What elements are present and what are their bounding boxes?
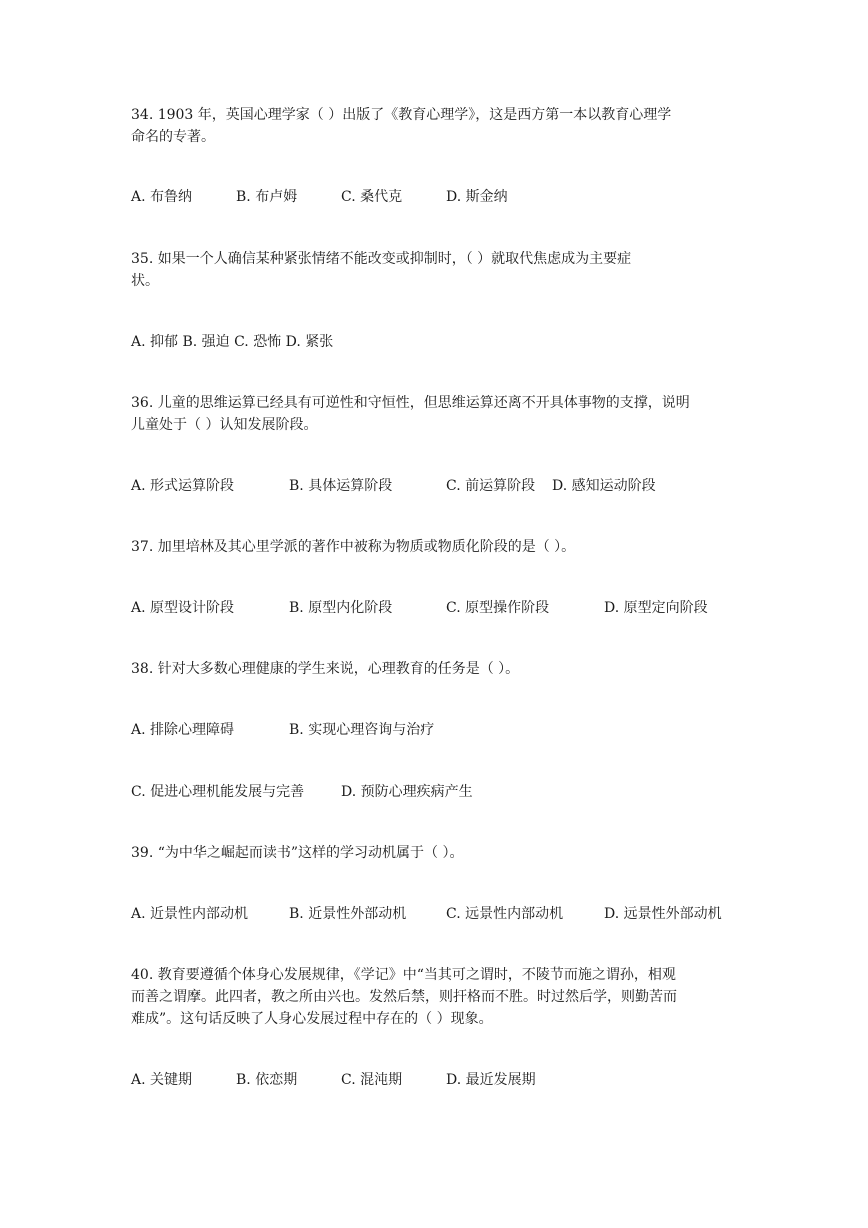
- question-40-option-a: A. 关键期: [131, 1072, 193, 1088]
- question-35-options: A. 抑郁 B. 强迫 C. 恐怖 D. 紧张: [131, 334, 334, 350]
- question-39-stem: 39. “为中华之崛起而读书”这样的学习动机属于（ ）。: [131, 845, 464, 861]
- question-35-stem-line-1: 35. 如果一个人确信某种紧张情绪不能改变或抑制时，（ ）就取代焦虑成为主要症: [131, 251, 632, 267]
- question-36-stem-line-2: 儿童处于（ ）认知发展阶段。: [131, 417, 318, 433]
- question-34-option-d: D. 斯金纳: [446, 189, 508, 205]
- question-36-option-b: B. 具体运算阶段: [289, 478, 393, 494]
- question-38-option-d: D. 预防心理疾病产生: [341, 784, 473, 800]
- question-39-option-a: A. 近景性内部动机: [131, 906, 249, 922]
- question-34-option-c: C. 桑代克: [341, 189, 403, 205]
- question-37-option-c: C. 原型操作阶段: [446, 600, 550, 616]
- question-37-stem: 37. 加里培林及其心里学派的著作中被称为物质或物质化阶段的是（ ）。: [131, 539, 576, 555]
- question-40-option-b: B. 依恋期: [236, 1072, 298, 1088]
- question-36-stem-line-1: 36. 儿童的思维运算已经具有可逆性和守恒性，但思维运算还离不开具体事物的支撑，说明: [131, 395, 690, 411]
- question-34-option-a: A. 布鲁纳: [131, 189, 193, 205]
- question-40-stem-line-3: 难成”。这句话反映了人身心发展过程中存在的（ ）现象。: [131, 1011, 493, 1027]
- question-40-stem-line-1: 40. 教育要遵循个体身心发展规律，《学记》中“当其可之谓时，不陵节而施之谓孙，相观: [131, 967, 676, 983]
- question-37-option-d: D. 原型定向阶段: [604, 600, 708, 616]
- question-34-stem-line-1: 34. 1903 年，英国心理学家（ ）出版了《教育心理学》，这是西方第一本以教育心理学: [131, 107, 672, 123]
- question-38-option-b: B. 实现心理咨询与治疗: [289, 722, 435, 738]
- question-39-option-b: B. 近景性外部动机: [289, 906, 407, 922]
- question-36-option-a: A. 形式运算阶段: [131, 478, 235, 494]
- question-36-option-c: C. 前运算阶段: [446, 478, 536, 494]
- question-38-option-a: A. 排除心理障碍: [131, 722, 235, 738]
- question-40-option-c: C. 混沌期: [341, 1072, 403, 1088]
- question-39-option-d: D. 远景性外部动机: [604, 906, 722, 922]
- question-40-option-d: D. 最近发展期: [446, 1072, 536, 1088]
- question-38-stem: 38. 针对大多数心理健康的学生来说，心理教育的任务是（ ）。: [131, 661, 520, 677]
- question-34-option-b: B. 布卢姆: [236, 189, 298, 205]
- question-40-stem-line-2: 而善之谓摩。此四者，教之所由兴也。发然后禁，则扞格而不胜。时过然后学，则勤苦而: [131, 989, 677, 1005]
- question-37-option-b: B. 原型内化阶段: [289, 600, 393, 616]
- question-39-option-c: C. 远景性内部动机: [446, 906, 564, 922]
- question-36-option-d: D. 感知运动阶段: [552, 478, 656, 494]
- question-38-option-c: C. 促进心理机能发展与完善: [131, 784, 305, 800]
- question-34-stem-line-2: 命名的专著。: [131, 129, 215, 145]
- question-35-stem-line-2: 状。: [131, 273, 159, 289]
- question-37-option-a: A. 原型设计阶段: [131, 600, 235, 616]
